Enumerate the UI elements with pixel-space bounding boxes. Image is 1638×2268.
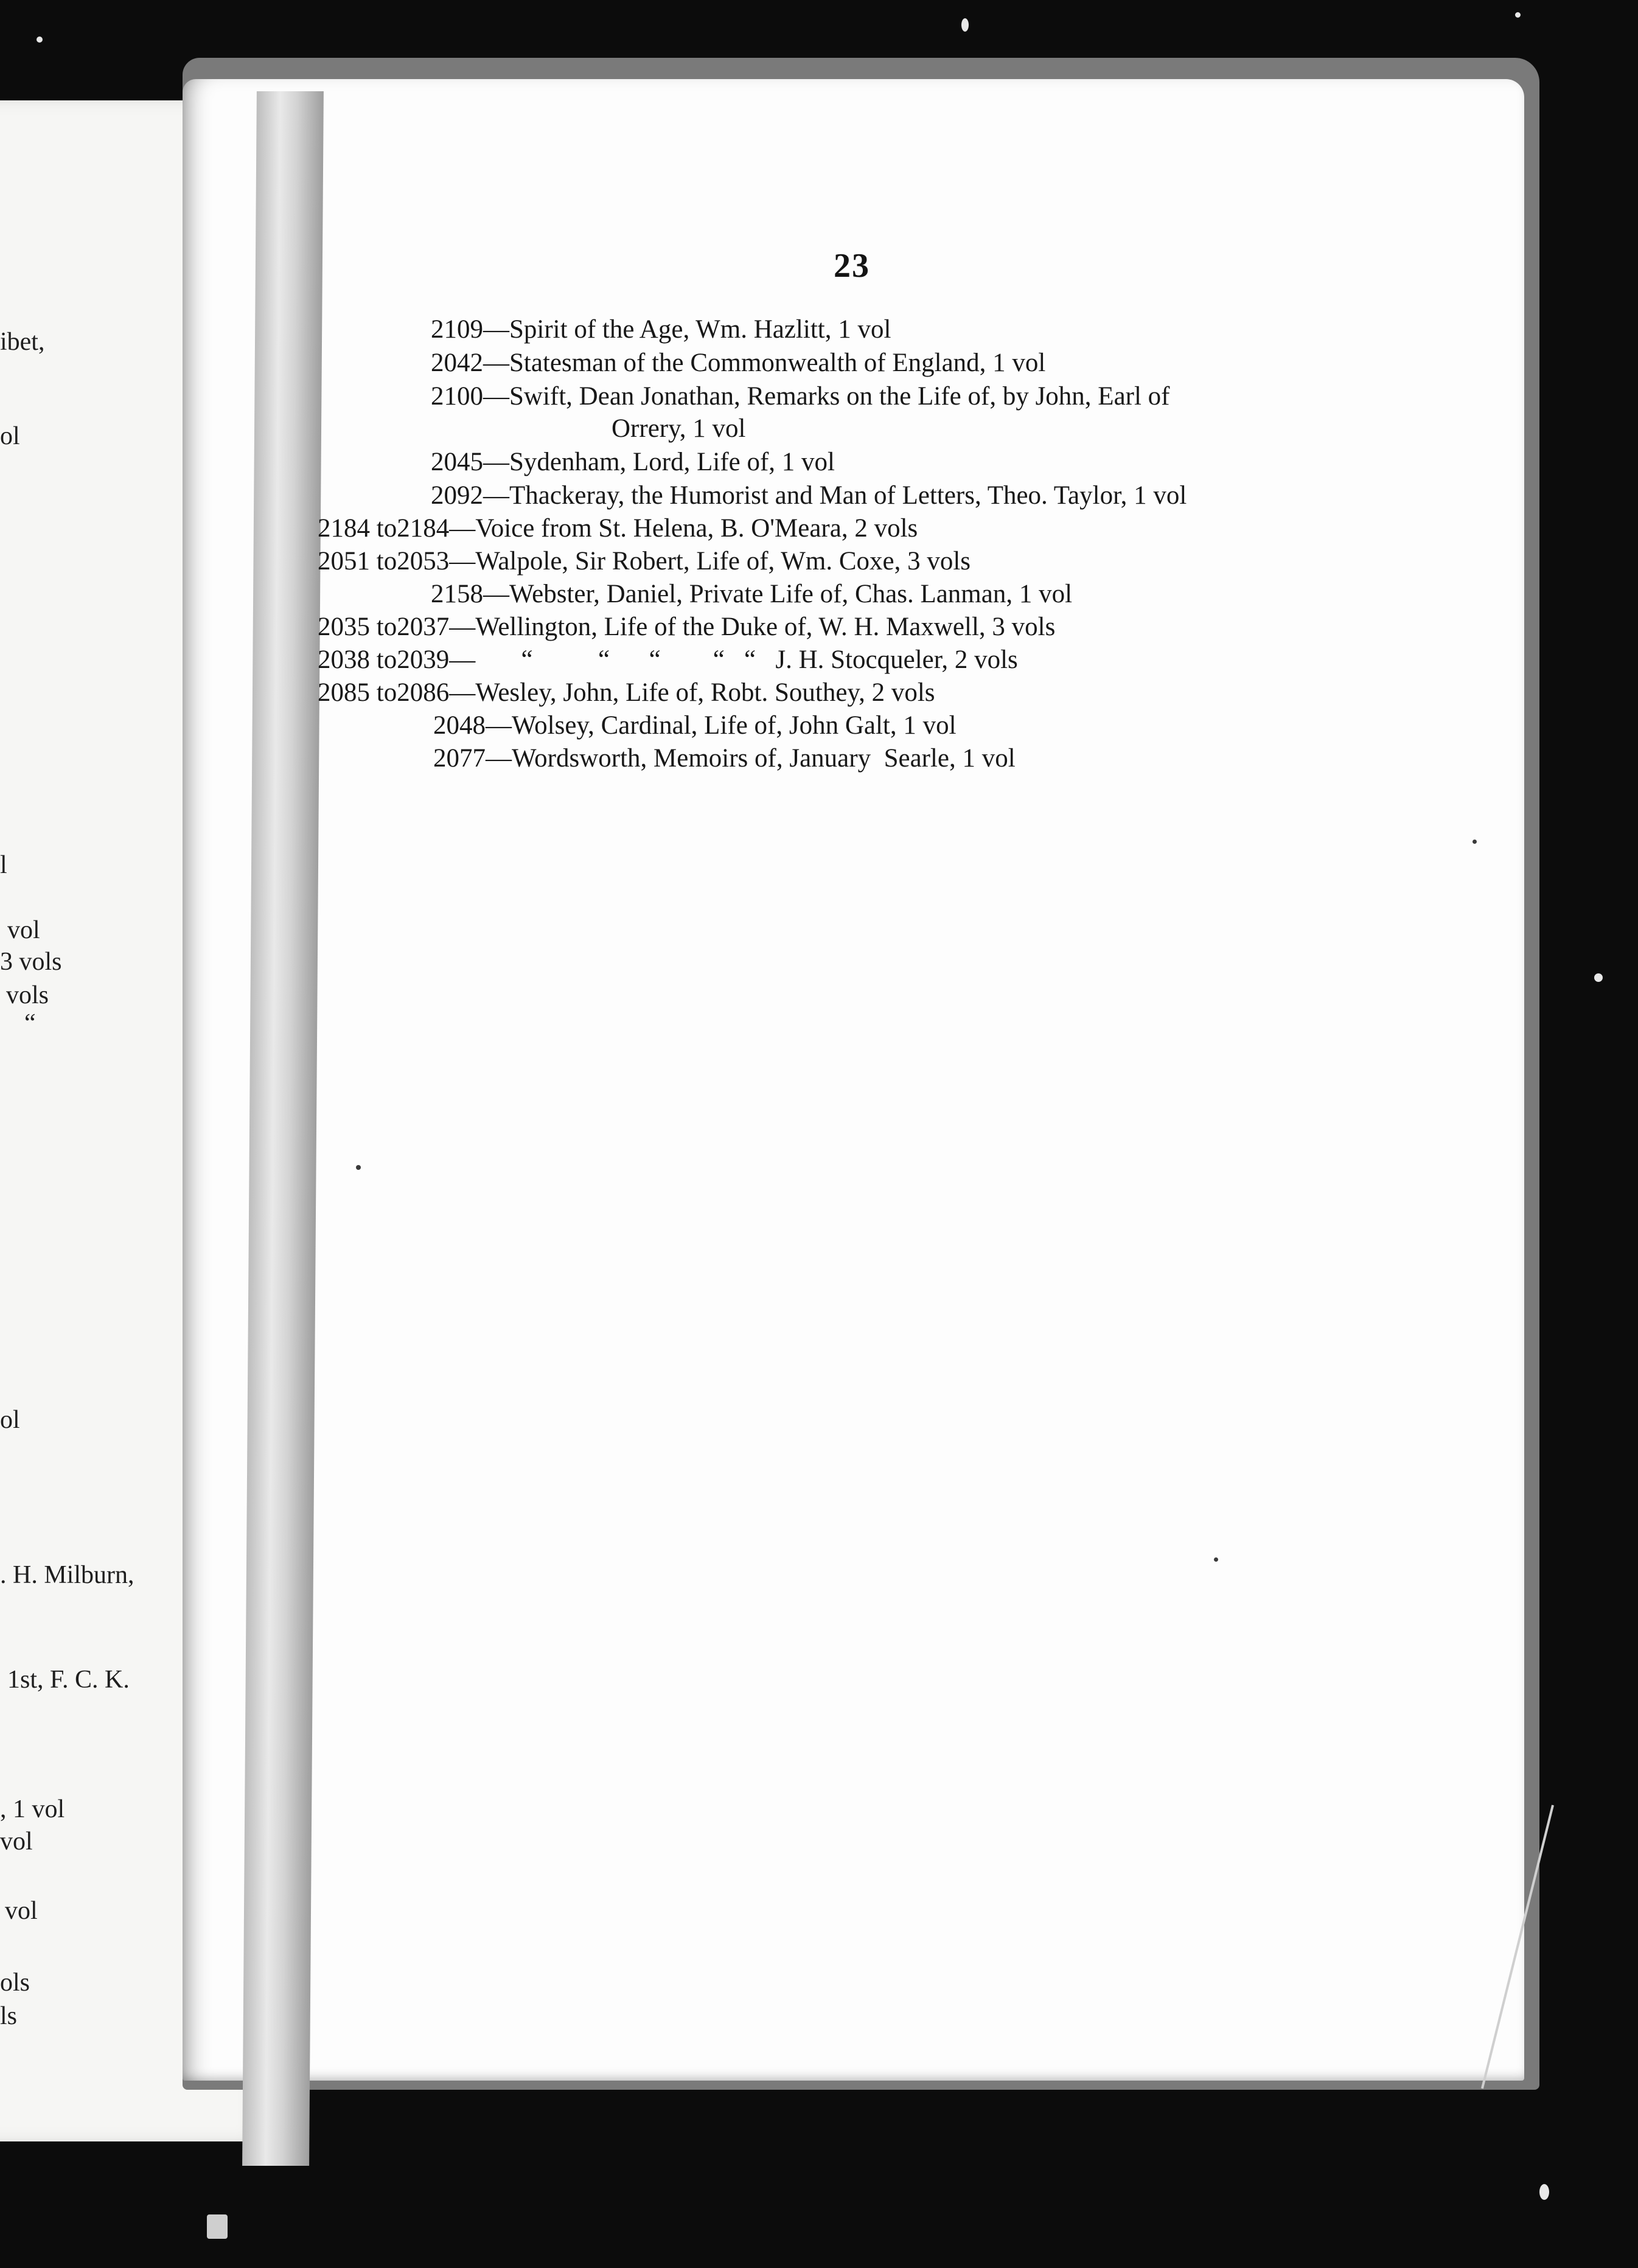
page-number: 23 xyxy=(834,247,870,285)
left-fragment: ol xyxy=(0,1406,20,1434)
catalogue-entry xyxy=(431,482,1187,509)
entry-text: 2092—Thackeray, the Humorist and Man of Letters, Theo. Taylor, 1 vol xyxy=(431,481,1187,510)
catalogue-entry xyxy=(431,316,891,343)
entry-text: 2109—Spirit of the Age, Wm. Hazlitt, 1 vol xyxy=(431,315,891,344)
catalogue-entry-continuation xyxy=(612,416,746,442)
scan-speck xyxy=(37,37,43,43)
scan-speck xyxy=(1472,840,1477,844)
catalogue-entry xyxy=(318,680,935,706)
scan-speck xyxy=(1214,1557,1218,1562)
entry-range: 2184 to xyxy=(318,514,397,543)
catalogue-entry xyxy=(318,647,1018,673)
entry-text: 2086—Wesley, John, Life of, Robt. Southey, 2 vols xyxy=(397,678,935,707)
scan-speck xyxy=(1515,12,1521,18)
entry-text: 2037—Wellington, Life of the Duke of, W. H. Maxwell, 3 vols xyxy=(397,613,1056,641)
entry-text: 2042—Statesman of the Commonwealth of England, 1 vol xyxy=(431,349,1046,377)
scan-speck xyxy=(356,1165,361,1170)
entry-text: 2053—Walpole, Sir Robert, Life of, Wm. Coxe, 3 vols xyxy=(397,547,971,576)
left-fragment: “ xyxy=(24,1009,36,1037)
scan-speck xyxy=(207,2214,228,2239)
scan-speck xyxy=(1539,2184,1549,2200)
catalogue-entry xyxy=(318,614,1055,640)
left-fragment: , 1 vol xyxy=(0,1795,65,1823)
entry-text: 2077—Wordsworth, Memoirs of, January Searle, 1 vol xyxy=(433,744,1016,773)
left-fragment: . H. Milburn, xyxy=(0,1561,134,1589)
catalogue-entry xyxy=(431,449,835,475)
scan-speck xyxy=(961,18,969,32)
entry-range: 2038 to xyxy=(318,645,397,674)
catalogue-entry xyxy=(318,515,918,541)
catalogue-entry xyxy=(318,548,971,574)
left-fragment: 1st, F. C. K. xyxy=(7,1666,130,1694)
scan-speck xyxy=(1594,973,1603,982)
left-fragment: l xyxy=(0,851,7,879)
catalogue-entry xyxy=(431,350,1045,376)
entry-range: 2085 to xyxy=(318,678,397,707)
entry-text: 2100—Swift, Dean Jonathan, Remarks on the Life of, by John, Earl of xyxy=(431,382,1170,411)
entry-text: Orrery, 1 vol xyxy=(612,414,746,443)
entry-range: 2051 to xyxy=(318,547,397,576)
entry-text: 2048—Wolsey, Cardinal, Life of, John Galt, 1 vol xyxy=(433,711,957,740)
entry-text: 2045—Sydenham, Lord, Life of, 1 vol xyxy=(431,448,835,476)
catalogue-entry xyxy=(431,581,1072,607)
catalogue-entry xyxy=(433,745,1016,771)
left-fragment: vols xyxy=(6,981,49,1009)
entry-text: 2184—Voice from St. Helena, B. O'Meara, 2 vols xyxy=(397,514,918,543)
left-fragment: vol xyxy=(7,916,40,944)
catalogue-entry xyxy=(433,712,957,739)
left-fragment: ols xyxy=(0,1969,30,1997)
catalogue-entry xyxy=(431,383,1170,409)
entry-text: 2158—Webster, Daniel, Private Life of, Chas. Lanman, 1 vol xyxy=(431,580,1073,608)
right-page xyxy=(183,79,1524,2081)
entry-range: 2035 to xyxy=(318,613,397,641)
left-fragment: ibet, xyxy=(0,328,45,356)
left-fragment: ol xyxy=(0,422,20,450)
left-fragment: vol xyxy=(0,1828,33,1856)
entry-text: 2039— “ “ “ “ “ J. H. Stocqueler, 2 vols xyxy=(397,645,1018,674)
left-fragment: 3 vols xyxy=(0,948,62,976)
left-fragment: vol xyxy=(5,1897,38,1925)
left-fragment: ls xyxy=(0,2002,18,2030)
